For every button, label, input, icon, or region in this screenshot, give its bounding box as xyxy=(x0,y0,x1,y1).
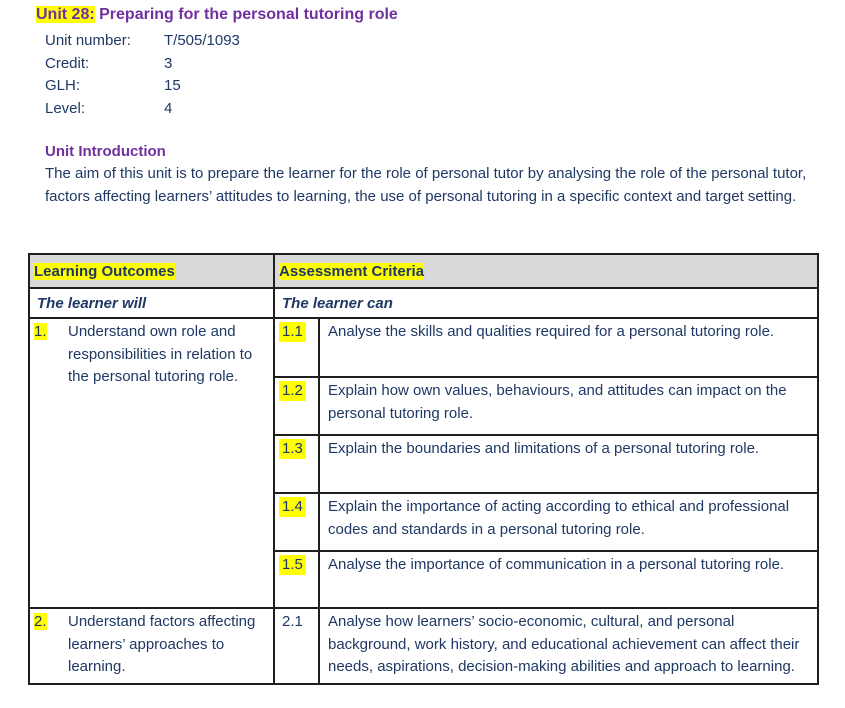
meta-value: 3 xyxy=(164,54,173,72)
subheader-criteria: The learner can xyxy=(282,294,393,312)
criterion-text: Explain the boundaries and limitations of a personal tutoring role. xyxy=(319,435,817,493)
criterion-text: Explain the importance of acting according to ethical and professional codes and standards in a personal tutoring role. xyxy=(319,493,817,551)
header-outcomes: Learning Outcomes xyxy=(34,262,175,280)
meta-label: Credit: xyxy=(45,54,90,72)
unit-title xyxy=(36,6,398,24)
outcome-text: Understand factors affecting learners’ approaches to learning. xyxy=(68,613,256,675)
criterion-number: 1.4 xyxy=(279,497,306,517)
subheader-outcomes-cell xyxy=(29,288,274,318)
outcome-text: Understand own role and responsibilities in relation to the personal tutoring role. xyxy=(68,323,253,385)
unit-title-text: Preparing for the personal tutoring role xyxy=(94,6,398,23)
intro-heading: Unit Introduction xyxy=(45,143,166,160)
criterion-text: Analyse how learners’ socio-economic, cultural, and personal background, work history, and educational achievement can affect their needs, aspirations, decision-making abilities and approach to learning. xyxy=(328,613,800,675)
criterion-row xyxy=(275,435,817,493)
outcome-number: 2. xyxy=(34,613,47,630)
outcome-number: 1. xyxy=(34,323,47,340)
meta-row-unit-number xyxy=(45,30,240,53)
table-subheader-row xyxy=(29,288,818,318)
header-criteria-cell xyxy=(274,254,818,288)
outcomes-table xyxy=(28,253,819,685)
meta-value: T/505/1093 xyxy=(164,32,240,49)
meta-row-level xyxy=(45,98,240,121)
table-row xyxy=(29,318,818,608)
criteria-list xyxy=(275,609,817,683)
header-outcomes-cell xyxy=(29,254,274,288)
criteria-list xyxy=(275,319,817,607)
table-row xyxy=(29,608,818,684)
criterion-row xyxy=(275,493,817,551)
criterion-row xyxy=(275,319,817,377)
assessment-criteria-cell xyxy=(274,318,818,608)
table-header-row xyxy=(29,254,818,288)
meta-row-glh xyxy=(45,75,240,98)
criterion-text: Analyse the skills and qualities required for a personal tutoring role. xyxy=(319,319,817,377)
learning-outcome xyxy=(30,609,273,679)
learning-outcome xyxy=(30,319,273,389)
criterion-row xyxy=(275,609,817,683)
intro-paragraph: The aim of this unit is to prepare the learner for the role of personal tutor by analysing the role of the personal tutor, factors affecting learners’ attitudes to learning, the use of personal tutoring in a specific context and target setting. xyxy=(45,165,807,205)
criterion-row xyxy=(275,551,817,607)
meta-value: 4 xyxy=(164,99,173,117)
criterion-text: Explain how own values, behaviours, and attitudes can impact on the personal tutoring role. xyxy=(319,377,817,435)
criterion-row xyxy=(275,377,817,435)
criterion-number: 1.1 xyxy=(279,322,306,342)
meta-row-credit xyxy=(45,53,240,76)
learning-outcome-cell xyxy=(29,318,274,608)
learning-outcome-cell xyxy=(29,608,274,684)
criterion-number: 1.2 xyxy=(279,381,306,401)
meta-value: 15 xyxy=(164,77,181,94)
header-criteria: Assessment Criteria xyxy=(279,262,425,280)
unit-meta xyxy=(45,30,240,120)
unit-title-prefix: Unit 28: xyxy=(36,6,95,23)
criterion-number: 1.5 xyxy=(279,555,306,575)
criterion-number: 2.1 xyxy=(282,613,303,630)
assessment-criteria-cell xyxy=(274,608,818,684)
meta-label: Unit number: xyxy=(45,32,131,49)
subheader-criteria-cell xyxy=(274,288,818,318)
criterion-text: Analyse the importance of communication in a personal tutoring role. xyxy=(328,556,785,573)
subheader-outcomes: The learner will xyxy=(37,294,147,312)
meta-label: Level: xyxy=(45,99,86,117)
criterion-number: 1.3 xyxy=(279,439,306,459)
meta-label: GLH: xyxy=(45,77,81,94)
